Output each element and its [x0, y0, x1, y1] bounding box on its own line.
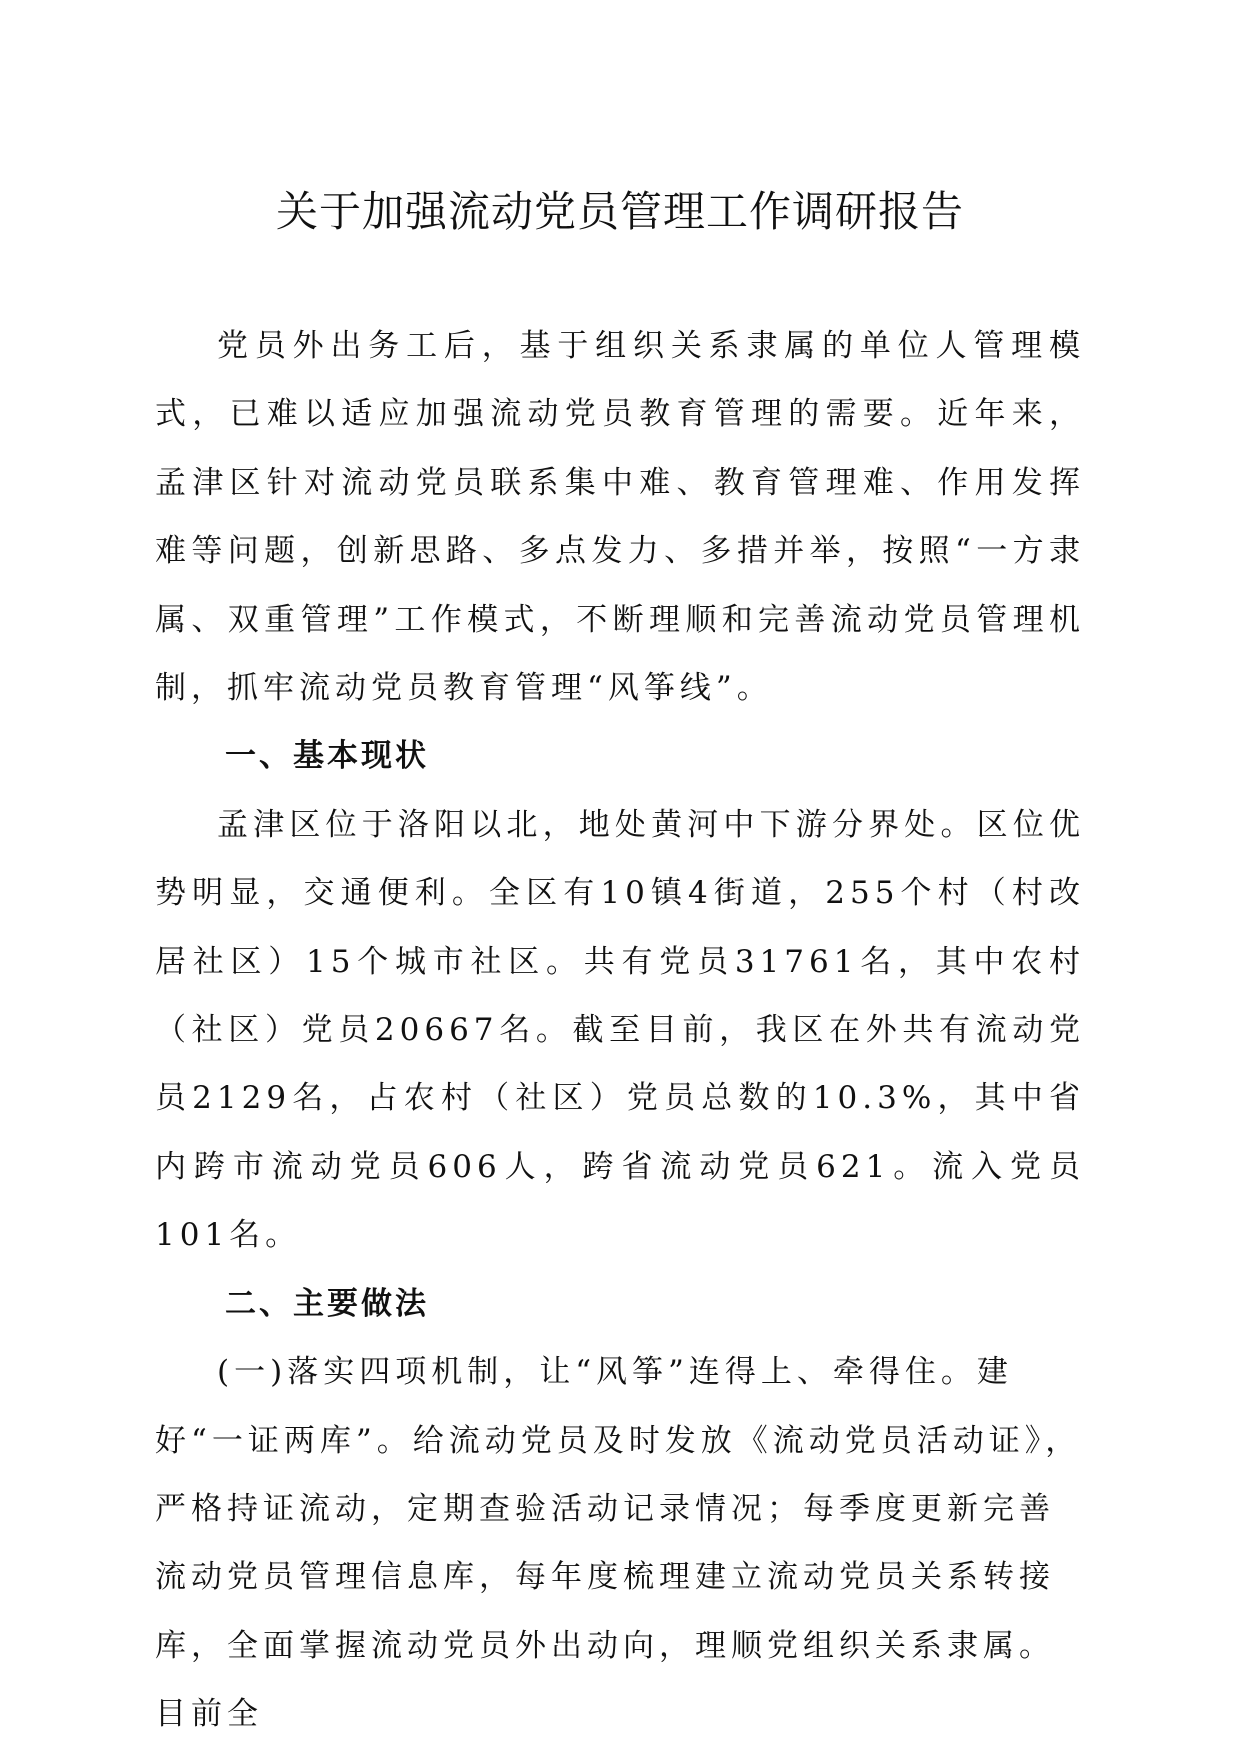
basic-status-paragraph: 孟津区位于洛阳以北，地处黄河中下游分界处。区位优势明显，交通便利。全区有10镇4街道，255个村（村改居社区）15个城市社区。共有党员31761名，其中农村（社区）党员20667名。截至目前，我区在外共有流动党员2129名，占农村（社区）党员总数的10.3%，其中省内跨市流动党员606人，跨省流动党员621。流入党员101名。: [155, 806, 1085, 1254]
document-title: 关于加强流动党员管理工作调研报告: [275, 187, 964, 236]
section-heading-basic-status: 一、基本现状: [225, 738, 429, 775]
main-practices-paragraph: (一)落实四项机制，让“风筝”连得上、牵得住。建好“一证两库”。给流动党员及时发放《流动党员活动证》，严格持证流动，定期查验活动记录情况；每季度更新完善流动党员管理信息库，每年度梳理建立流动党员关系转接库，全面掌握流动党员外出动向，理顺党组织关系隶属。目前全: [155, 1354, 1082, 1733]
document-body: [155, 312, 1085, 1749]
intro-paragraph: 党员外出务工后，基于组织关系隶属的单位人管理模式，已难以适应加强流动党员教育管理的需要。近年来，孟津区针对流动党员联系集中难、教育管理难、作用发挥难等问题，创新思路、多点发力、多措并举，按照“一方隶属、双重管理”工作模式，不断理顺和完善流动党员管理机制，抓牢流动党员教育管理“风筝线”。: [155, 328, 1085, 707]
section-heading-main-practices: 二、主要做法: [225, 1285, 429, 1322]
